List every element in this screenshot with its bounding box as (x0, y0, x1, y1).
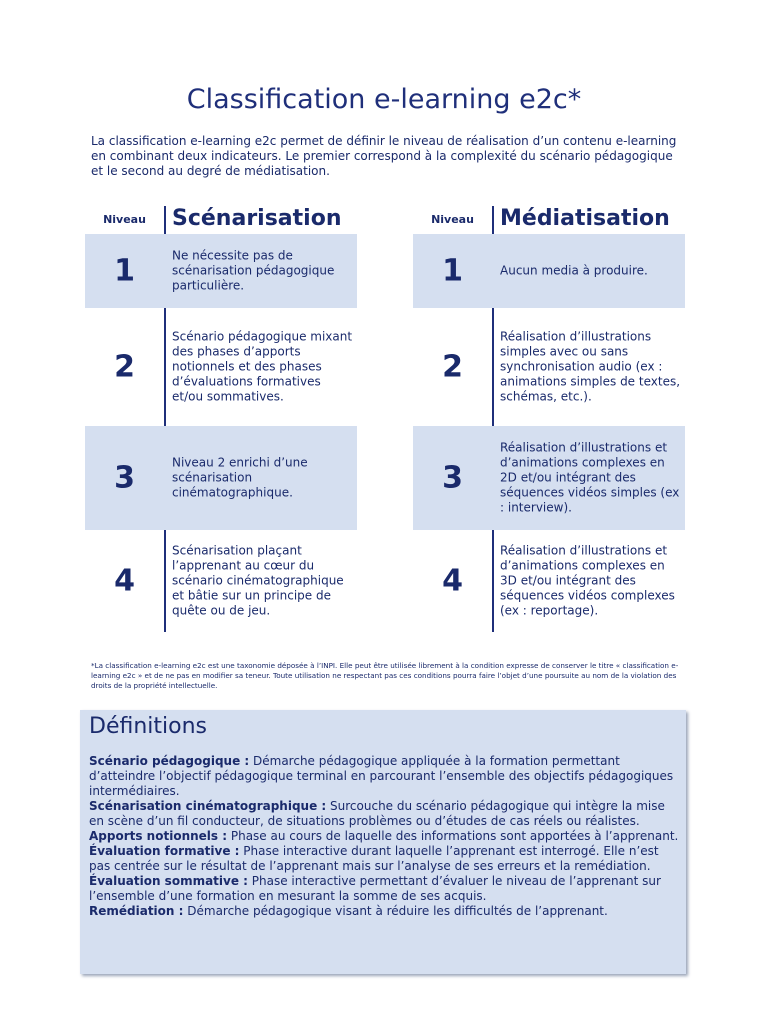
table-row (413, 234, 685, 308)
table-row (85, 530, 357, 632)
definition-term: Évaluation sommative : (89, 874, 248, 888)
level-column-label: Niveau (103, 213, 146, 226)
table-row (413, 308, 685, 426)
level-column-label: Niveau (431, 213, 474, 226)
level-number: 2 (442, 349, 463, 385)
mediatisation-heading: Médiatisation (500, 206, 670, 231)
definition-text: Phase au cours de laquelle des informations sont apportées à l’apprenant. (227, 829, 679, 843)
copyright-footnote: *La classification e-learning e2c est une taxonomie déposée à l’INPI. Elle peut être utilisée librement à la condition expresse de conserver le titre « classification e-learning e2c » et de ne pas en modifier sa teneur. Toute utilisation ne respectant pas ces conditions pourra faire l’objet d’une poursuite au nom de la violation des droits de la propriété intellectuelle. (91, 661, 679, 690)
level-number: 3 (442, 460, 463, 496)
definitions-title: Définitions (89, 714, 207, 739)
level-description: Niveau 2 enrichi d’une scénarisation cinématographique. (172, 455, 308, 500)
definitions-box (80, 710, 686, 974)
table-row (85, 426, 357, 530)
definition-item (89, 754, 681, 799)
definition-text: Phase interactive durant laquelle l’apprenant est interrogé. Elle n’est pas centrée sur le résultat de l’apprenant mais sur l’analyse de ses erreurs et la remédiation. (89, 844, 659, 873)
definition-item (89, 799, 681, 829)
table-row (85, 308, 357, 426)
table-header (413, 206, 685, 234)
scenarisation-heading: Scénarisation (172, 206, 342, 231)
definitions-list (89, 754, 681, 919)
definition-item (89, 829, 681, 844)
level-description: Réalisation d’illustrations simples avec ou sans synchronisation audio (ex : animations simples de textes, schémas, etc.). (500, 329, 681, 404)
definition-item (89, 874, 681, 904)
definition-item (89, 904, 681, 919)
definition-term: Scénarisation cinématographique : (89, 799, 327, 813)
level-description: Réalisation d’illustrations et d’animations complexes en 3D et/ou intégrant des séquences vidéos complexes (ex : reportage). (500, 543, 675, 618)
level-number: 1 (442, 253, 463, 289)
table-header (85, 206, 357, 234)
level-number: 2 (114, 349, 135, 385)
definition-term: Évaluation formative : (89, 844, 240, 858)
level-number: 4 (114, 563, 135, 599)
level-description: Aucun media à produire. (500, 263, 648, 278)
mediatisation-table (413, 206, 685, 632)
level-number: 3 (114, 460, 135, 496)
level-number: 1 (114, 253, 135, 289)
level-description: Scénario pédagogique mixant des phases d’apports notionnels et des phases d’évaluations formatives et/ou sommatives. (172, 329, 353, 404)
intro-paragraph: La classification e-learning e2c permet de définir le niveau de réalisation d’un contenu e-learning en combinant deux indicateurs. Le premier correspond à la complexité du scénario pédagogique et le second au degré de médiatisation. (91, 134, 677, 178)
table-row (85, 234, 357, 308)
page-title: Classification e-learning e2c* (186, 84, 582, 115)
table-row (413, 426, 685, 530)
level-description: Scénarisation plaçant l’apprenant au cœur du scénario cinématographique et bâtie sur un principe de quête ou de jeu. (172, 543, 344, 618)
definition-term: Remédiation : (89, 904, 184, 918)
level-description: Réalisation d’illustrations et d’animations complexes en 2D et/ou intégrant des séquences vidéos simples (ex : interview). (500, 440, 680, 515)
definition-term: Apports notionnels : (89, 829, 228, 843)
definition-term: Scénario pédagogique : (89, 754, 250, 768)
level-number: 4 (442, 563, 463, 599)
definition-text: Phase interactive permettant d’évaluer le niveau de l’apprenant sur l’ensemble d’une formation en mesurant la somme de ses acquis. (89, 874, 661, 903)
level-description: Ne nécessite pas de scénarisation pédagogique particulière. (172, 248, 335, 293)
definition-item (89, 844, 681, 874)
definition-text: Démarche pédagogique appliquée à la formation permettant d’atteindre l’objectif pédagogique terminal en parcourant l’ensemble des objectifs pédagogiques intermédiaires. (89, 754, 674, 798)
definition-text: Surcouche du scénario pédagogique qui intègre la mise en scène d’un fil conducteur, de situations problèmes ou d’études de cas réels ou réalistes. (89, 799, 665, 828)
scenarisation-table (85, 206, 357, 632)
definition-text: Démarche pédagogique visant à réduire les difficultés de l’apprenant. (183, 904, 608, 918)
table-row (413, 530, 685, 632)
